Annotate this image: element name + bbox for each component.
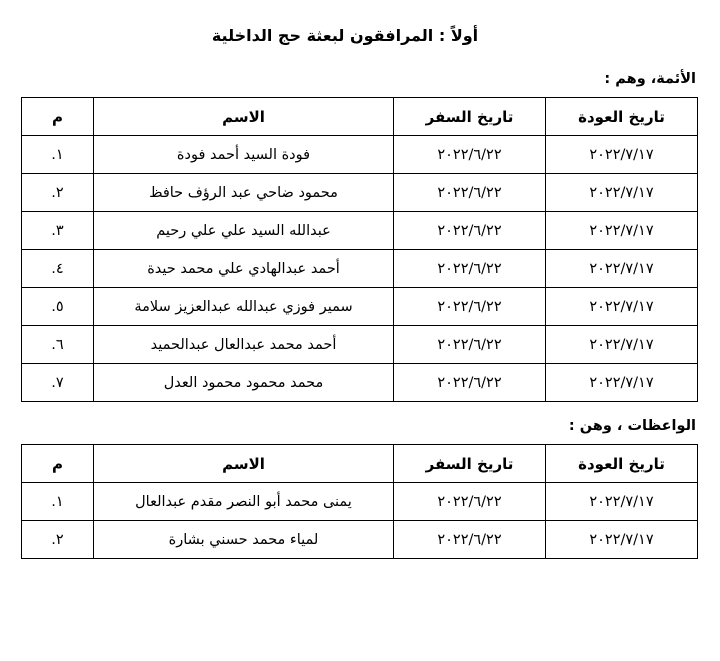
table-row bbox=[22, 483, 698, 521]
cell-return-date: ٢٠٢٢/٧/١٧ bbox=[546, 250, 698, 288]
cell-name: محمد محمود محمود العدل bbox=[94, 364, 394, 402]
table-row bbox=[22, 326, 698, 364]
cell-travel-date: ٢٠٢٢/٦/٢٢ bbox=[394, 521, 546, 559]
cell-number: ٤. bbox=[22, 250, 94, 288]
cell-return-date: ٢٠٢٢/٧/١٧ bbox=[546, 483, 698, 521]
cell-number: ٢. bbox=[22, 174, 94, 212]
cell-number: ١. bbox=[22, 136, 94, 174]
column-header-name: الاسم bbox=[94, 98, 394, 136]
section-label-preachers: الواعظات ، وهن : bbox=[568, 418, 696, 434]
column-header-return-date: تاريخ العودة bbox=[546, 98, 698, 136]
cell-name: عبدالله السيد علي علي رحيم bbox=[94, 212, 394, 250]
table-row bbox=[22, 250, 698, 288]
page-title: أولاً : المرافقون لبعثة حج الداخلية bbox=[211, 26, 479, 45]
table-header-row bbox=[22, 98, 698, 136]
cell-name: أحمد عبدالهادي علي محمد حيدة bbox=[94, 250, 394, 288]
cell-name: أحمد محمد عبدالعال عبدالحميد bbox=[94, 326, 394, 364]
cell-travel-date: ٢٠٢٢/٦/٢٢ bbox=[394, 136, 546, 174]
cell-travel-date: ٢٠٢٢/٦/٢٢ bbox=[394, 288, 546, 326]
cell-travel-date: ٢٠٢٢/٦/٢٢ bbox=[394, 483, 546, 521]
table-row bbox=[22, 288, 698, 326]
cell-return-date: ٢٠٢٢/٧/١٧ bbox=[546, 326, 698, 364]
column-header-return-date: تاريخ العودة bbox=[546, 445, 698, 483]
cell-travel-date: ٢٠٢٢/٦/٢٢ bbox=[394, 364, 546, 402]
cell-travel-date: ٢٠٢٢/٦/٢٢ bbox=[394, 250, 546, 288]
cell-travel-date: ٢٠٢٢/٦/٢٢ bbox=[394, 326, 546, 364]
table-row bbox=[22, 521, 698, 559]
cell-number: ١. bbox=[22, 483, 94, 521]
table-row bbox=[22, 174, 698, 212]
column-header-travel-date: تاريخ السفر bbox=[394, 445, 546, 483]
imams-table-header bbox=[22, 98, 698, 136]
cell-return-date: ٢٠٢٢/٧/١٧ bbox=[546, 364, 698, 402]
cell-number: ٧. bbox=[22, 364, 94, 402]
table-row bbox=[22, 136, 698, 174]
table-header-row bbox=[22, 445, 698, 483]
cell-return-date: ٢٠٢٢/٧/١٧ bbox=[546, 288, 698, 326]
cell-name: يمنى محمد أبو النصر مقدم عبدالعال bbox=[94, 483, 394, 521]
imams-table bbox=[21, 97, 698, 402]
cell-return-date: ٢٠٢٢/٧/١٧ bbox=[546, 136, 698, 174]
cell-number: ٦. bbox=[22, 326, 94, 364]
cell-name: سمير فوزي عبدالله عبدالعزيز سلامة bbox=[94, 288, 394, 326]
preachers-table bbox=[21, 444, 698, 559]
cell-number: ٣. bbox=[22, 212, 94, 250]
table-row bbox=[22, 364, 698, 402]
cell-name: محمود ضاحي عبد الرؤف حافظ bbox=[94, 174, 394, 212]
cell-travel-date: ٢٠٢٢/٦/٢٢ bbox=[394, 174, 546, 212]
preachers-table-header bbox=[22, 445, 698, 483]
cell-return-date: ٢٠٢٢/٧/١٧ bbox=[546, 521, 698, 559]
preachers-table-body bbox=[22, 483, 698, 559]
section-label-imams: الأئمة، وهم : bbox=[604, 71, 696, 87]
cell-return-date: ٢٠٢٢/٧/١٧ bbox=[546, 174, 698, 212]
cell-name: لمياء محمد حسني بشارة bbox=[94, 521, 394, 559]
cell-travel-date: ٢٠٢٢/٦/٢٢ bbox=[394, 212, 546, 250]
cell-name: فودة السيد أحمد فودة bbox=[94, 136, 394, 174]
imams-table-body bbox=[22, 136, 698, 402]
cell-number: ٥. bbox=[22, 288, 94, 326]
cell-return-date: ٢٠٢٢/٧/١٧ bbox=[546, 212, 698, 250]
column-header-number: م bbox=[22, 98, 94, 136]
table-row bbox=[22, 212, 698, 250]
column-header-travel-date: تاريخ السفر bbox=[394, 98, 546, 136]
column-header-number: م bbox=[22, 445, 94, 483]
column-header-name: الاسم bbox=[94, 445, 394, 483]
cell-number: ٢. bbox=[22, 521, 94, 559]
